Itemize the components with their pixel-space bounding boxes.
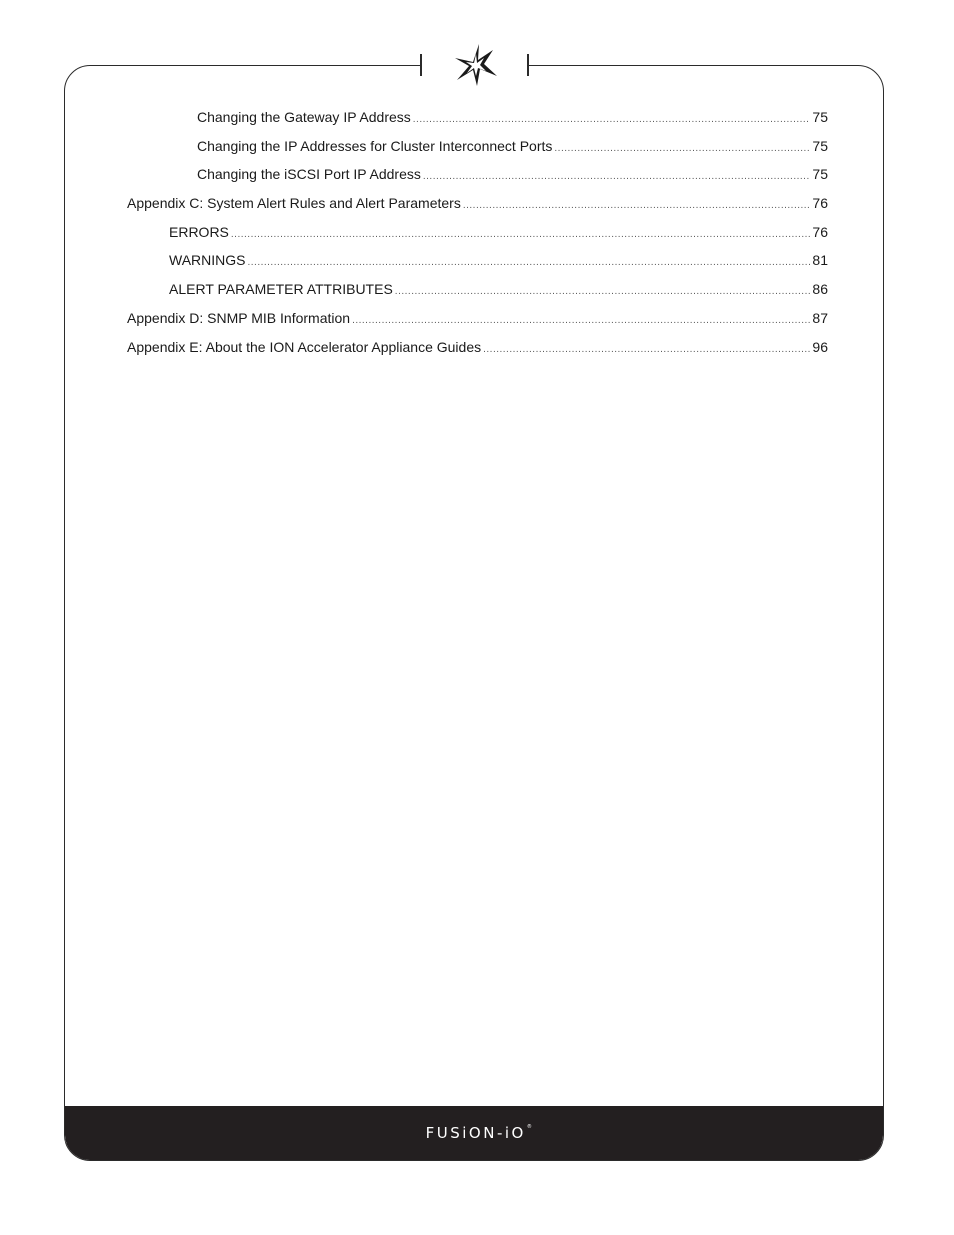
toc-entry[interactable] xyxy=(127,307,828,336)
fusion-io-star-logo-icon xyxy=(449,42,501,88)
toc-entry-page: 87 xyxy=(812,309,828,326)
toc-leader-dots xyxy=(483,339,810,361)
toc-leader-dots xyxy=(395,281,811,303)
toc-entry[interactable] xyxy=(127,163,828,192)
toc-entry-title: ALERT PARAMETER ATTRIBUTES xyxy=(169,281,393,298)
header-tick-right xyxy=(527,54,529,76)
footer-bar xyxy=(65,1106,883,1160)
toc-entry[interactable] xyxy=(127,106,828,135)
toc-leader-dots xyxy=(423,166,811,188)
toc-leader-dots xyxy=(352,310,810,332)
footer-brand-logo: FUSiON-iO® xyxy=(425,1124,535,1142)
toc-entry-title: ERRORS xyxy=(169,223,229,240)
toc-entry-page: 96 xyxy=(812,338,828,355)
toc-entry-title: WARNINGS xyxy=(169,252,246,269)
toc-entry[interactable] xyxy=(127,249,828,278)
toc-leader-dots xyxy=(463,195,811,217)
header-tick-left xyxy=(420,54,422,76)
toc-leader-dots xyxy=(554,138,810,160)
toc-entry-title: Changing the iSCSI Port IP Address xyxy=(197,166,421,183)
toc-entry-page: 86 xyxy=(812,281,828,298)
toc-entry-page: 76 xyxy=(812,223,828,240)
toc-leader-dots xyxy=(247,252,810,274)
toc-entry-title: Changing the IP Addresses for Cluster Interconnect Ports xyxy=(197,137,553,154)
toc-entry-page: 81 xyxy=(812,252,828,269)
toc-leader-dots xyxy=(413,109,811,131)
toc-entry-page: 75 xyxy=(812,166,828,183)
toc-entry-page: 76 xyxy=(812,195,828,212)
toc-leader-dots xyxy=(231,224,811,246)
toc-entry[interactable] xyxy=(127,135,828,164)
toc-entry-title: Appendix E: About the ION Accelerator Appliance Guides xyxy=(127,338,482,355)
table-of-contents xyxy=(127,106,828,364)
toc-entry-page: 75 xyxy=(812,137,828,154)
toc-entry[interactable] xyxy=(127,336,828,365)
toc-entry[interactable] xyxy=(127,192,828,221)
toc-entry-title: Appendix D: SNMP MIB Information xyxy=(127,309,351,326)
toc-entry[interactable] xyxy=(127,221,828,250)
toc-entry-title: Appendix C: System Alert Rules and Alert Parameters xyxy=(127,195,461,212)
toc-entry-page: 75 xyxy=(812,109,828,125)
toc-entry[interactable] xyxy=(127,278,828,307)
toc-entry-title: Changing the Gateway IP Address xyxy=(197,109,411,125)
